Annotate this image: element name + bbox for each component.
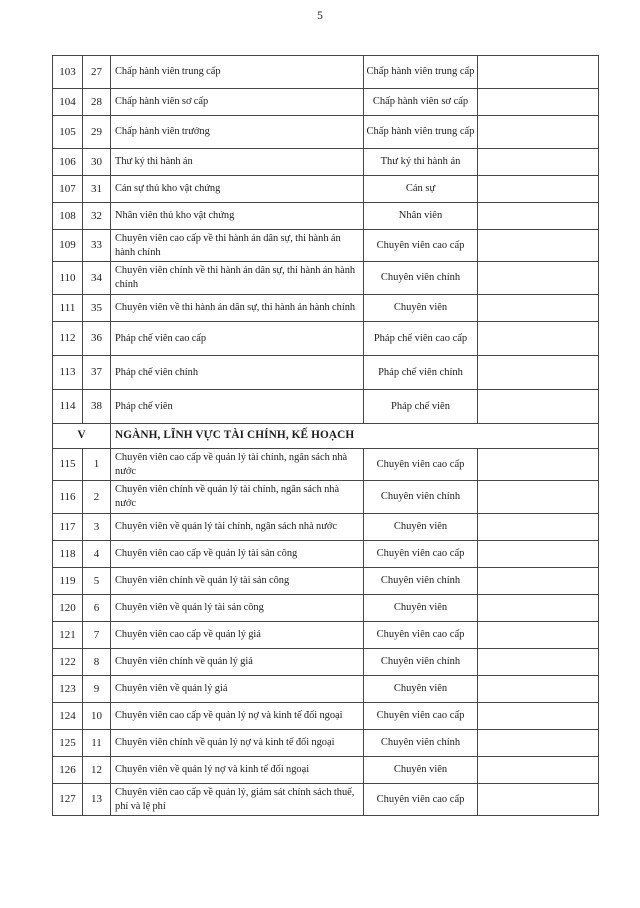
cell-sub-number: 6: [83, 594, 111, 621]
table-row: [53, 230, 599, 262]
table-row: [53, 621, 599, 648]
cell-equivalent-rank: Chuyên viên cao cấp: [364, 702, 478, 729]
cell-sub-number: 11: [83, 729, 111, 756]
cell-stt: 109: [53, 230, 83, 262]
cell-equivalent-rank: Chuyên viên chính: [364, 567, 478, 594]
cell-position-name: Chuyên viên chính về quản lý giá: [111, 648, 364, 675]
cell-note: [478, 729, 599, 756]
cell-stt: 111: [53, 294, 83, 321]
cell-stt: 106: [53, 149, 83, 176]
cell-stt: 103: [53, 56, 83, 89]
cell-equivalent-rank: Chuyên viên cao cấp: [364, 230, 478, 262]
cell-stt: 127: [53, 783, 83, 815]
cell-equivalent-rank: Pháp chế viên: [364, 389, 478, 423]
table-row: [53, 56, 599, 89]
cell-equivalent-rank: Thư ký thi hành án: [364, 149, 478, 176]
table-row: [53, 567, 599, 594]
cell-position-name: Pháp chế viên: [111, 389, 364, 423]
cell-note: [478, 116, 599, 149]
table-row: [53, 729, 599, 756]
cell-stt: 120: [53, 594, 83, 621]
table-row: [53, 702, 599, 729]
cell-stt: 104: [53, 89, 83, 116]
cell-stt: 121: [53, 621, 83, 648]
cell-note: [478, 702, 599, 729]
cell-position-name: Chấp hành viên trưởng: [111, 116, 364, 149]
cell-equivalent-rank: Chuyên viên chính: [364, 729, 478, 756]
cell-position-name: Chuyên viên chính về quản lý tài chính, ngân sách nhà nước: [111, 481, 364, 513]
cell-sub-number: 3: [83, 513, 111, 540]
table-row: [53, 675, 599, 702]
cell-note: [478, 262, 599, 294]
cell-stt: 112: [53, 321, 83, 355]
cell-position-name: Nhân viên thủ kho vật chứng: [111, 203, 364, 230]
cell-sub-number: 37: [83, 355, 111, 389]
cell-note: [478, 783, 599, 815]
table-row: [53, 262, 599, 294]
cell-equivalent-rank: Chấp hành viên sơ cấp: [364, 89, 478, 116]
table-row: [53, 116, 599, 149]
cell-equivalent-rank: Chuyên viên chính: [364, 262, 478, 294]
cell-equivalent-rank: Pháp chế viên cao cấp: [364, 321, 478, 355]
cell-sub-number: 34: [83, 262, 111, 294]
cell-note: [478, 230, 599, 262]
cell-stt: 114: [53, 389, 83, 423]
cell-note: [478, 176, 599, 203]
cell-note: [478, 389, 599, 423]
cell-equivalent-rank: Chuyên viên: [364, 513, 478, 540]
cell-position-name: Chuyên viên về thi hành án dân sự, thi hành án hành chính: [111, 294, 364, 321]
cell-sub-number: 32: [83, 203, 111, 230]
cell-position-name: Chuyên viên về quản lý giá: [111, 675, 364, 702]
section-numeral: V: [53, 423, 111, 448]
table-row: [53, 89, 599, 116]
cell-position-name: Chuyên viên cao cấp về thi hành án dân sự, thi hành án hành chính: [111, 230, 364, 262]
positions-table: [52, 55, 599, 816]
table-row: [53, 783, 599, 815]
cell-stt: 105: [53, 116, 83, 149]
cell-sub-number: 12: [83, 756, 111, 783]
cell-sub-number: 29: [83, 116, 111, 149]
cell-sub-number: 4: [83, 540, 111, 567]
cell-equivalent-rank: Chuyên viên: [364, 294, 478, 321]
table-row: [53, 149, 599, 176]
table-body: [53, 56, 599, 816]
cell-stt: 122: [53, 648, 83, 675]
table-row: [53, 389, 599, 423]
table-row: [53, 648, 599, 675]
table-row: [53, 203, 599, 230]
cell-sub-number: 2: [83, 481, 111, 513]
cell-note: [478, 294, 599, 321]
cell-equivalent-rank: Chuyên viên cao cấp: [364, 448, 478, 480]
table-row: [53, 756, 599, 783]
cell-equivalent-rank: Nhân viên: [364, 203, 478, 230]
cell-note: [478, 513, 599, 540]
cell-stt: 113: [53, 355, 83, 389]
cell-equivalent-rank: Chuyên viên chính: [364, 648, 478, 675]
cell-position-name: Chuyên viên cao cấp về quản lý giá: [111, 621, 364, 648]
cell-sub-number: 9: [83, 675, 111, 702]
cell-note: [478, 448, 599, 480]
cell-note: [478, 675, 599, 702]
table-row: [53, 513, 599, 540]
cell-sub-number: 10: [83, 702, 111, 729]
cell-equivalent-rank: Chuyên viên: [364, 756, 478, 783]
cell-position-name: Chuyên viên cao cấp về quản lý nợ và kinh tế đối ngoại: [111, 702, 364, 729]
cell-equivalent-rank: Chuyên viên: [364, 594, 478, 621]
cell-sub-number: 28: [83, 89, 111, 116]
cell-sub-number: 27: [83, 56, 111, 89]
cell-sub-number: 7: [83, 621, 111, 648]
section-row: [53, 423, 599, 448]
cell-position-name: Chấp hành viên trung cấp: [111, 56, 364, 89]
cell-equivalent-rank: Chuyên viên chính: [364, 481, 478, 513]
table-row: [53, 176, 599, 203]
table-row: [53, 594, 599, 621]
cell-sub-number: 5: [83, 567, 111, 594]
cell-sub-number: 1: [83, 448, 111, 480]
cell-equivalent-rank: Chấp hành viên trung cấp: [364, 56, 478, 89]
cell-stt: 115: [53, 448, 83, 480]
table-row: [53, 481, 599, 513]
cell-position-name: Thư ký thi hành án: [111, 149, 364, 176]
cell-position-name: Pháp chế viên chính: [111, 355, 364, 389]
cell-position-name: Chuyên viên về quản lý tài sản công: [111, 594, 364, 621]
cell-position-name: Pháp chế viên cao cấp: [111, 321, 364, 355]
cell-sub-number: 8: [83, 648, 111, 675]
cell-sub-number: 30: [83, 149, 111, 176]
cell-note: [478, 540, 599, 567]
cell-note: [478, 481, 599, 513]
table-row: [53, 355, 599, 389]
cell-position-name: Chuyên viên cao cấp về quản lý, giám sát chính sách thuế, phí và lệ phí: [111, 783, 364, 815]
cell-sub-number: 36: [83, 321, 111, 355]
cell-stt: 108: [53, 203, 83, 230]
cell-note: [478, 756, 599, 783]
cell-equivalent-rank: Chuyên viên cao cấp: [364, 783, 478, 815]
cell-position-name: Chuyên viên về quản lý tài chính, ngân sách nhà nước: [111, 513, 364, 540]
cell-stt: 117: [53, 513, 83, 540]
cell-note: [478, 56, 599, 89]
cell-position-name: Chuyên viên chính về thi hành án dân sự, thi hành án hành chính: [111, 262, 364, 294]
cell-note: [478, 567, 599, 594]
cell-position-name: Chuyên viên cao cấp về quản lý tài chính, ngân sách nhà nước: [111, 448, 364, 480]
table-row: [53, 294, 599, 321]
cell-note: [478, 149, 599, 176]
cell-sub-number: 35: [83, 294, 111, 321]
cell-equivalent-rank: Chuyên viên cao cấp: [364, 621, 478, 648]
cell-position-name: Cán sự thủ kho vật chứng: [111, 176, 364, 203]
cell-position-name: Chấp hành viên sơ cấp: [111, 89, 364, 116]
cell-stt: 116: [53, 481, 83, 513]
cell-stt: 119: [53, 567, 83, 594]
table-row: [53, 448, 599, 480]
cell-sub-number: 13: [83, 783, 111, 815]
cell-equivalent-rank: Chuyên viên: [364, 675, 478, 702]
cell-sub-number: 38: [83, 389, 111, 423]
cell-stt: 124: [53, 702, 83, 729]
cell-equivalent-rank: Cán sự: [364, 176, 478, 203]
cell-position-name: Chuyên viên chính về quản lý tài sản công: [111, 567, 364, 594]
cell-sub-number: 33: [83, 230, 111, 262]
cell-stt: 118: [53, 540, 83, 567]
cell-stt: 125: [53, 729, 83, 756]
cell-note: [478, 355, 599, 389]
cell-note: [478, 89, 599, 116]
cell-stt: 126: [53, 756, 83, 783]
cell-equivalent-rank: Chuyên viên cao cấp: [364, 540, 478, 567]
cell-note: [478, 321, 599, 355]
cell-note: [478, 594, 599, 621]
cell-position-name: Chuyên viên chính về quản lý nợ và kinh tế đối ngoại: [111, 729, 364, 756]
table-row: [53, 321, 599, 355]
cell-stt: 110: [53, 262, 83, 294]
cell-note: [478, 648, 599, 675]
cell-equivalent-rank: Pháp chế viên chính: [364, 355, 478, 389]
cell-stt: 123: [53, 675, 83, 702]
cell-note: [478, 621, 599, 648]
cell-note: [478, 203, 599, 230]
section-title: NGÀNH, LĨNH VỰC TÀI CHÍNH, KẾ HOẠCH: [111, 423, 599, 448]
cell-stt: 107: [53, 176, 83, 203]
table-row: [53, 540, 599, 567]
page-number: 5: [317, 10, 323, 22]
cell-equivalent-rank: Chấp hành viên trung cấp: [364, 116, 478, 149]
cell-position-name: Chuyên viên về quản lý nợ và kinh tế đối ngoại: [111, 756, 364, 783]
cell-position-name: Chuyên viên cao cấp về quản lý tài sản công: [111, 540, 364, 567]
cell-sub-number: 31: [83, 176, 111, 203]
